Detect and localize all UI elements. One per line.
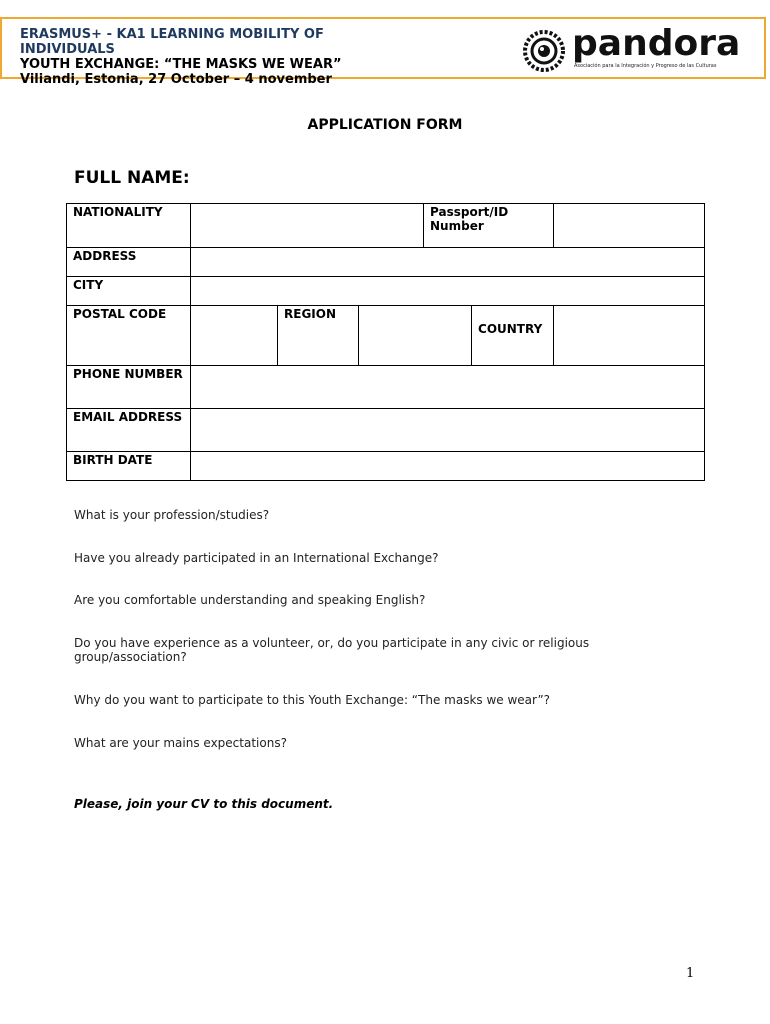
question-volunteer: Do you have experience as a volunteer, or, do you participate in any civic or religious group/association? — [74, 636, 590, 664]
address-label: ADDRESS — [67, 248, 191, 277]
postal-code-label: POSTAL CODE — [67, 306, 191, 366]
pandora-logo — [522, 23, 741, 73]
table-row — [67, 452, 705, 481]
city-label: CITY — [67, 277, 191, 306]
postal-code-field[interactable] — [191, 306, 278, 366]
question-exchange: Have you already participated in an International Exchange? — [74, 551, 439, 565]
region-label: REGION — [278, 306, 359, 366]
passport-label: Passport/ID Number — [424, 204, 554, 248]
question-motivation: Why do you want to participate to this Youth Exchange: “The masks we wear”? — [74, 693, 551, 707]
logo-wordmark: pandora — [572, 23, 741, 64]
country-label: COUNTRY — [472, 306, 554, 366]
region-field[interactable] — [359, 306, 472, 366]
document-header — [0, 17, 766, 87]
phone-field[interactable] — [191, 366, 705, 409]
table-row — [67, 277, 705, 306]
table-row — [67, 409, 705, 452]
question-english: Are you comfortable understanding and speaking English? — [74, 593, 426, 607]
exchange-title: YOUTH EXCHANGE: “THE MASKS WE WEAR” — [20, 57, 342, 72]
page-number: 1 — [686, 966, 695, 981]
question-expectations: What are your mains expectations? — [74, 736, 287, 750]
passport-field[interactable] — [554, 204, 705, 248]
table-row — [67, 204, 705, 248]
location-dates: Viliandi, Estonia, 27 October – 4 november — [20, 72, 332, 87]
country-field[interactable] — [554, 306, 705, 366]
birth-date-label: BIRTH DATE — [67, 452, 191, 481]
header-text — [20, 27, 380, 87]
birth-date-field[interactable] — [191, 452, 705, 481]
city-field[interactable] — [191, 277, 705, 306]
nationality-label: NATIONALITY — [67, 204, 191, 248]
nationality-field[interactable] — [191, 204, 424, 248]
phone-label: PHONE NUMBER — [67, 366, 191, 409]
cv-note: Please, join your CV to this document. — [74, 797, 334, 811]
form-title: APPLICATION FORM — [307, 117, 463, 133]
email-label: EMAIL ADDRESS — [67, 409, 191, 452]
address-field[interactable] — [191, 248, 705, 277]
email-field[interactable] — [191, 409, 705, 452]
program-title: ERASMUS+ - KA1 LEARNING MOBILITY OF INDIVIDUALS — [20, 27, 324, 57]
table-row — [67, 366, 705, 409]
table-row — [67, 306, 705, 366]
pandora-emblem-icon — [522, 29, 566, 73]
question-profession: What is your profession/studies? — [74, 508, 270, 522]
full-name-label: FULL NAME: — [74, 168, 190, 188]
personal-info-table — [66, 203, 705, 481]
table-row — [67, 248, 705, 277]
logo-tagline: Asociación para la Integración y Progreso de las Culturas — [574, 63, 717, 69]
